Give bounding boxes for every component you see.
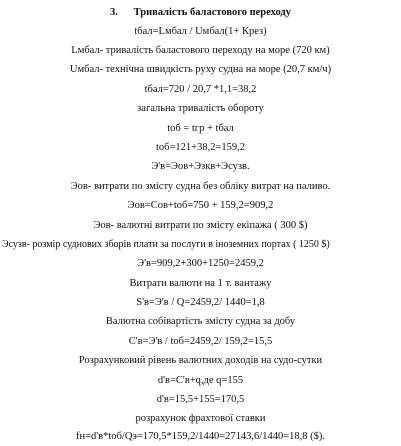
formula-ballast-duration [0, 26, 401, 38]
formula-currency-expenses [0, 161, 401, 173]
definition-text: Эов- витрати по змісту судна без обліку витрат на паливо. [70, 181, 331, 192]
calculation-text: Эов=Сов+tоб=750 + 159,2=909,2 [127, 200, 274, 211]
label-income-level [0, 355, 401, 367]
calculation-text: S'в=Э'в / Q=2459,2/ 1440=1,8 [136, 297, 265, 308]
calculation-currency-expenses [0, 258, 401, 270]
calculation-turnaround [0, 142, 401, 154]
calculation-income-formula [0, 375, 401, 387]
calculation-text: Э'в=909,2+300+1250=2459,2 [137, 258, 264, 269]
section-heading [0, 7, 401, 19]
label-text: Витрати валюти на 1 т. вантажу [129, 278, 272, 289]
formula-turnaround [0, 123, 401, 135]
calculation-ballast-time [0, 84, 401, 96]
definition-speed [0, 64, 401, 76]
calculation-text: tоб=121+38,2=159,2 [155, 142, 246, 153]
calculation-text: С'в=Э'в / tоб=2459,2/ 159,2=15,5 [128, 336, 273, 347]
label-text: Валютна собівартість змісту судна за добу [105, 316, 296, 327]
formula-text: Э'в=Эов+Эзкв+Эсузв. [151, 161, 250, 172]
label-total-duration [0, 103, 401, 115]
calculation-text: d'в=C'в+q,де q=155 [157, 375, 244, 386]
definition-distance [0, 45, 401, 57]
calculation-text: tбал=720 / 20,7 *1,1=38,2 [144, 84, 257, 95]
definition-port-fees [2, 239, 400, 251]
label-cost-per-ton [0, 278, 401, 290]
label-freight-rate [0, 413, 401, 425]
label-daily-cost [0, 316, 401, 328]
definition-text: Эов- валютні витрати по змісту екіпажа ( 300 $) [93, 220, 308, 231]
calculation-income-value [0, 394, 401, 406]
section-title: Тривалість баластового переходу [133, 7, 291, 18]
label-text: Розрахунковий рівень валютних доходів на судо-сутки [78, 355, 323, 366]
definition-text: Lмбал- тривалість баластового переходу на море (720 км) [71, 45, 330, 56]
label-text: загальна тривалість обороту [137, 103, 264, 114]
calculation-cost-per-ton [0, 297, 401, 309]
section-number: 3. [110, 7, 118, 18]
definition-vessel-costs [0, 181, 401, 193]
definition-text: Эсузв- розмір суднових зборів плати за послуги в іноземних портах ( 1250 $) [2, 239, 330, 250]
label-text: розрахунок фрахтової ставки [135, 413, 266, 424]
definition-text: Uмбал- технічна швидкість руху судна на море (20,7 км/ч) [69, 64, 332, 75]
calculation-daily-cost [0, 336, 401, 348]
calculation-text: d'в=15,5+155=170,5 [156, 394, 245, 405]
formula-text: tбал=Lмбал / Uмбал(1+ Крез) [134, 26, 267, 37]
calculation-text: fн=d'в*tоб/Qэ=170,5*159,2/1440=27143,6/1440=18,8 ($). [76, 431, 325, 442]
calculation-vessel-costs [0, 200, 401, 212]
calculation-freight-rate [0, 431, 401, 443]
formula-text: tоб = tгр + tбал [167, 123, 234, 134]
definition-crew-costs [0, 220, 401, 232]
